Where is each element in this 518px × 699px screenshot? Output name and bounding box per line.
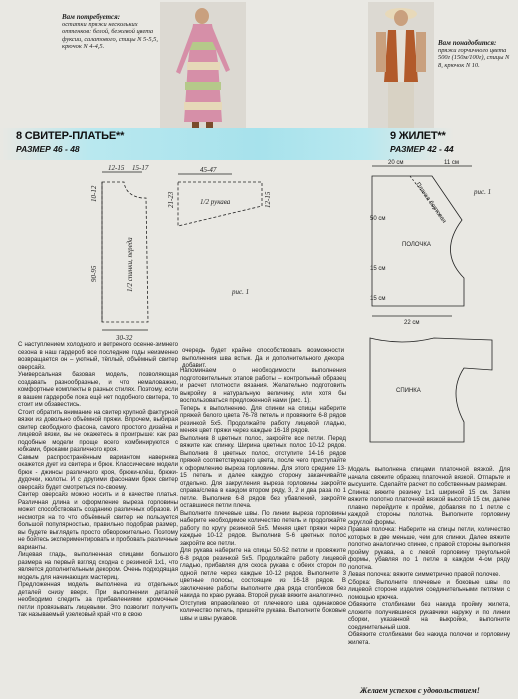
paragraph: Спинка: вяжите резинку 1х1 шириной 15 см. Затем вяжите полотно платочной вязкой высотой 15 см, далее плавно перейдите к пройме, добавляя по 1 петле с каждой стороны полотна. Выполните горловину скруглой формы. bbox=[348, 488, 510, 526]
dim-dress-top2: 15-17 bbox=[132, 164, 149, 172]
paragraph: Теперь к выполнению. Для спинки на спицы наберите пряжей белого цвета 76-78 петель и провяжите 6-8 рядов резинкой 5х5. Продолжайте работу лицевой гладью, меняя цвет пряжи через каждые 16-18 рядов. bbox=[180, 404, 346, 434]
dim-dress-top1: 12-15 bbox=[108, 164, 125, 172]
title-vest: 9 ЖИЛЕТ** bbox=[390, 130, 446, 142]
dim-vest-top2: 11 см bbox=[444, 160, 460, 166]
label-vest-fig: рис. 1 bbox=[474, 188, 492, 196]
dim-vest-top1: 20 см bbox=[388, 160, 404, 166]
dim-vest-side: 50 см bbox=[370, 216, 386, 222]
paragraph: Отступив вправо/влево от плечевого шва одинаковое количество петель, пришейте рукава. Выполните боковые швы и швы рукавов. bbox=[180, 599, 346, 622]
dim-vest-mid: 15 см bbox=[370, 266, 386, 272]
paragraph: Выполните плечевые швы. По линии выреза горловины наберите необходимое количество петель и продолжайте работу по кругу резинкой 5х5. Меняя цвет пряжи через каждые 10-12 рядов. Выполнив 5-6 цветных полос закройте все петли. bbox=[180, 509, 346, 547]
paragraph: С наступлением холодного и ветреного осенне-зимнего сезона в наш гардероб все последние годы неизменно возвращается он – уютный, тёплый, объёмный свитер оверсайз. bbox=[18, 341, 178, 371]
vest-figure-icon bbox=[368, 2, 434, 132]
title-dress: 8 СВИТЕР-ПЛАТЬЕ** bbox=[16, 130, 125, 142]
dim-vest-low: 15 см bbox=[370, 296, 386, 302]
dim-vest-bottom: 22 см bbox=[404, 320, 420, 326]
dim-dress-sleeve-h: 12-15 bbox=[264, 191, 272, 208]
materials-dress bbox=[62, 14, 158, 50]
article-column-2 bbox=[180, 367, 346, 699]
paragraph: Правая полочка: Наберите на спицы петли, количество которых в две меньше, чем для спинки. Далее вяжите полотно аналогично спинке, с правой стороны выполняя пройму рукава, а с левой горловину треугольной формы, убавляя по 1 петле в каждом 4-ом ряду полотна. bbox=[348, 526, 510, 571]
dim-dress-sleeve-w: 45-47 bbox=[200, 166, 217, 174]
paragraph: Левая полочка: вяжите симметрично правой полочке. bbox=[348, 571, 501, 578]
paragraph: Лицевая гладь, выполненная спицами большого размера на первый взгляд сходна с резинкой 1х1, что является дополнительным декором. Очень подходящая модель для начинающих мастериц. bbox=[18, 551, 178, 581]
dress-pattern-diagram bbox=[82, 162, 272, 342]
header-dress bbox=[0, 128, 258, 160]
paragraph: Стоит обратить внимание на свитер крупной фактурной вязки из довольно объёмной пряжи. Впрочем, выбирая свитер свободного фасона, самого простого дизайна и лицевой вязки, вы не окажетесь в проигрыше: как раз подобные модели проще всего комбинируются с юбками, брюками различного кроя. bbox=[18, 408, 178, 453]
materials-vest bbox=[438, 40, 514, 69]
label-vest-front: ПОЛОЧКА bbox=[402, 242, 431, 248]
paragraph: Сборка: Выполните плечевые и боковые швы по лицевой стороне изделия соединительными петлями с помощью крючка. bbox=[348, 578, 510, 601]
paragraph: Предложенная модель выполнена из отдельных деталей снизу вверх. При выполнении деталей необходимо следить за прибавлениями кромочные петли провязывать лицевыми. Это позволит получить так называемый узелковый край что в свою bbox=[18, 581, 178, 618]
paragraph: Модель выполнена спицами платочной вязкой. Для начала свяжите образец платочной вязкой. Отпарьте и высушите. Сделайте расчет по собственным размерам. bbox=[348, 466, 510, 488]
materials-vest-text: пряжи горчичного цвета 500г (150м/100г), спицы N 8, крючок N 10. bbox=[438, 47, 510, 69]
paragraph: Обвяжите столбиками без накида пройму жилета, сложите получившиеся рукавчики наружу и по линии сборки, указанной на выкройке, выполните соединительный шов. bbox=[348, 601, 510, 631]
dim-dress-side2: 90-95 bbox=[90, 265, 98, 282]
paragraph: Напоминаем о необходимости выполнения подготовительных этапов работы – контрольный образец и расчет плотности вязания. Желательно подготовить выкройку в натуральную величину, или хотя бы воспользоваться предложенной нами (рис. 1). bbox=[180, 367, 346, 404]
paragraph: Универсальная базовая модель, позволяющая создавать разнообразные, и что немаловажно, комфортные комплекты в разных стилях. Поэтому, если в вашем гардеробе пока ещё нет подобного свитера, то стоит им обзавестись. bbox=[18, 371, 178, 408]
model-photo-vest bbox=[368, 2, 434, 132]
paragraph: Самым распространённым вариантом наверняка окажется дует из свитера и брюк. Классические модели брюк - джинсы различного кроя, брюки-клёш, брюки-дудочки, кюлоты. И с другими фасонами брюк свитер оверсайз будет смотреться по-своему. bbox=[18, 453, 178, 491]
label-dress-front: 1/2 спинки, переда bbox=[126, 237, 134, 292]
dim-dress-bottom: 30-32 bbox=[116, 334, 133, 342]
materials-dress-title: Вам потребуется: bbox=[62, 13, 121, 21]
vest-pattern-diagram bbox=[352, 160, 512, 460]
size-dress: РАЗМЕР 46 - 48 bbox=[16, 144, 80, 154]
header-vest bbox=[258, 128, 454, 160]
dim-dress-slope: 21-23 bbox=[167, 191, 175, 208]
paragraph: Обвяжите столбиками без накида полочки и горловину жилета. bbox=[348, 631, 510, 646]
paragraph: Для рукава наберите на спицы 50-52 петли и провяжите 6-8 рядов резинкой 5х5. Продолжайте работу лицевой гладью, прибавляя для скоса рукава с обеих сторон по одной петле через каждые 10-12 рядов. Выполните 3 цветные полосы, состоящие из 16-18 рядов. В заключение работы выполните два ряда столбиков без накида по краю рукава. Второй рукав вяжите аналогично. bbox=[180, 547, 346, 599]
size-vest: РАЗМЕР 42 - 44 bbox=[390, 144, 454, 154]
label-vest-back: СПИНКА bbox=[396, 388, 421, 394]
label-dress-sleeve: 1/2 рукава bbox=[200, 198, 231, 206]
materials-dress-text: остатки пряжи нескольких оттенков: белой, бежевой цвета фуксии, салатового, спицы N 5-5,5, крючок N 4-4,5. bbox=[62, 21, 158, 50]
paragraph: Выполнив 8 цветных полос, закройте все петли. Перед вяжите как спинку. Ширина цветных полос 10-12 рядов. Выполнив 8 цветных полос, отступите 14-16 рядов пряжей соответствующего цвета, после чего приступайте к оформлению выреза горловины. Для этого средние 13-15 петель и далее каждую сторону заканчивайте отдельно. Для закругления выреза горловины закройте справа/слева в каждом втором ряду, 3, 2 и два раза по 1 петле. Выполнив 6-8 рядов без убавлений, закройте оставшиеся петли плеча. bbox=[180, 434, 346, 509]
closing-wish: Желаем успехов с удовольствием! bbox=[360, 686, 480, 695]
paragraph: Свитер оверсайз можно носить и в качестве платья. Различная длина и оформление выреза горловины может способствовать созданию различных образов. И несмотря на то что объёмный свитер не пользуется большой популярностью, правильно подобрав размер, вы будете выглядеть просто обворожительно. Поэтому не бойтесь экспериментировать и пробовать различные варианты. bbox=[18, 491, 178, 551]
article-column-3 bbox=[348, 466, 510, 699]
dim-dress-side1: 10-12 bbox=[90, 185, 98, 202]
label-dress-fig: рис. 1 bbox=[232, 288, 250, 296]
label-vest-strip: Планка бортовая bbox=[414, 181, 447, 225]
article-column-1 bbox=[18, 341, 178, 699]
article-note: очередь будет крайне способствовать возможности выполнения шва встык. Да и дополнительного декора добавит. bbox=[182, 347, 344, 369]
materials-vest-title: Вам понадобится: bbox=[438, 39, 497, 47]
